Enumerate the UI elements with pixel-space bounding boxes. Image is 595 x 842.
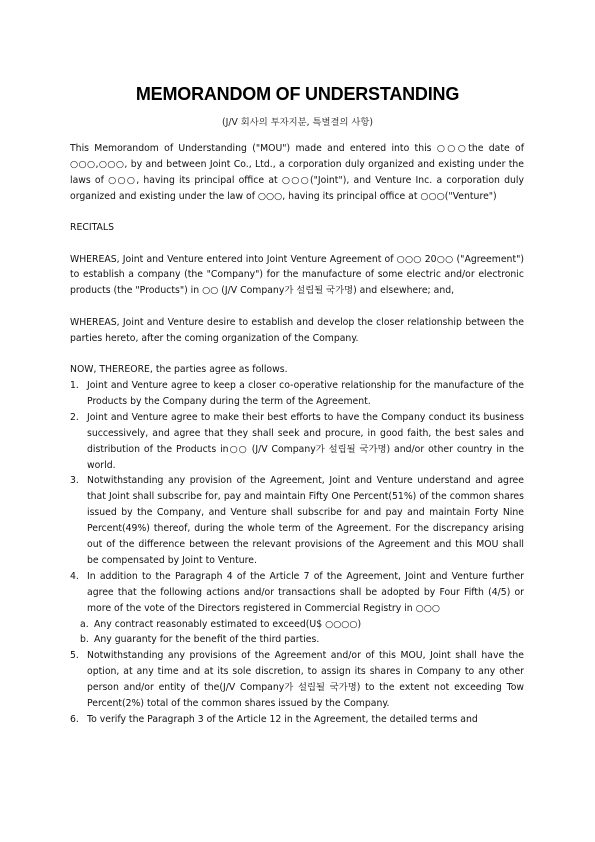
- clause-list: [70, 378, 524, 728]
- clause-number: 4.: [70, 570, 79, 582]
- recitals-heading: RECITALS: [70, 222, 114, 234]
- clause-text: Joint and Venture agree to keep a closer co-operative relationship for the manufacture of the Products by the Company during the term of the Agreement.: [87, 379, 524, 407]
- sub-item: [70, 617, 524, 633]
- sub-item-text: Any contract reasonably estimated to exceed(U$ ○○○○): [94, 618, 362, 630]
- sub-item-letter: b.: [80, 634, 89, 646]
- clause-item: [70, 410, 524, 474]
- sub-item: [70, 632, 524, 648]
- clause-item: [70, 712, 524, 728]
- page-subtitle: (J/V 회사의 투자지분, 특별결의 사항): [221, 117, 373, 128]
- document-body: [70, 141, 524, 728]
- sub-item-letter: a.: [80, 618, 89, 630]
- clause-text: In addition to the Paragraph 4 of the Article 7 of the Agreement, Joint and Venture further agree that the following actions and/or transactions shall be adopted by Four Fifth (4/5) or more of the vote of the Directors registered in Commercial Registry in ○○○: [87, 570, 524, 614]
- clause-item: [70, 378, 524, 410]
- clause-text: Joint and Venture agree to make their best efforts to have the Company conduct its business successively, and agree that they shall seek and procure, in good faith, the best sales and distribution of the Products in○○ (J/V Company가 설립될 국가명) and/or other country in the world.: [87, 411, 524, 471]
- whereas-paragraph-1: WHEREAS, Joint and Venture entered into Joint Venture Agreement of ○○○ 20○○ ("Agreement") to establish a company (the "Company") for the manufacture of some electric and/or electronic products (the "Products") in ○○ (J/V Company가 설립될 국가명) and elsewhere; and,: [70, 253, 524, 297]
- now-therefore-line: NOW, THEREORE, the parties agree as follows.: [70, 364, 288, 376]
- clause-number: 5.: [70, 650, 79, 662]
- clause-item: [70, 648, 524, 712]
- clause-number: 3.: [70, 475, 79, 487]
- clause-item: [70, 569, 524, 617]
- clause-number: 1.: [70, 379, 79, 391]
- clause-text: Notwithstanding any provision of the Agreement, Joint and Venture understand and agree that Joint shall subscribe for, pay and maintain Fifty One Percent(51%) of the common shares issued by the Company, and Venture shall subscribe for and pay and maintain Forty Nine Percent(49%) thereof, during the whole term of the Agreement. For the discrepancy arising out of the difference between the relevant provisions of the Agreement and this MOU shall be compensated by Joint to Venture.: [87, 475, 524, 566]
- clause-number: 6.: [70, 714, 79, 725]
- clause-text: Notwithstanding any provisions of the Agreement and/or of this MOU, Joint shall have the option, at any time and at its sole discretion, to assign its shares in Company to any other person and/or entity of the(J/V Company가 설립될 국가명) to the extent not exceeding Tow Percent(2%) total of the common shares issued by the Company.: [87, 650, 524, 710]
- clause-number: 2.: [70, 411, 79, 423]
- intro-paragraph: This Memorandom of Understanding ("MOU") made and entered into this ○○○the date of ○○○,○○○, by and between Joint Co., Ltd., a corporation duly organized and existing under the laws of ○○○, having its principal office at ○○○("Joint"), and Venture Inc. a corporation duly organized and existing under the law of ○○○, having its principal office at ○○○("Venture"): [70, 143, 524, 202]
- page-title: MEMORANDOM OF UNDERSTANDING: [135, 84, 460, 104]
- sub-item-text: Any guaranty for the benefit of the third parties.: [94, 634, 320, 646]
- whereas-paragraph-2: WHEREAS, Joint and Venture desire to establish and develop the closer relationship between the parties hereto, after the coming organization of the Company.: [70, 316, 524, 344]
- clause-text: To verify the Paragraph 3 of the Article 12 in the Agreement, the detailed terms and: [87, 714, 478, 725]
- clause-item: [70, 473, 524, 568]
